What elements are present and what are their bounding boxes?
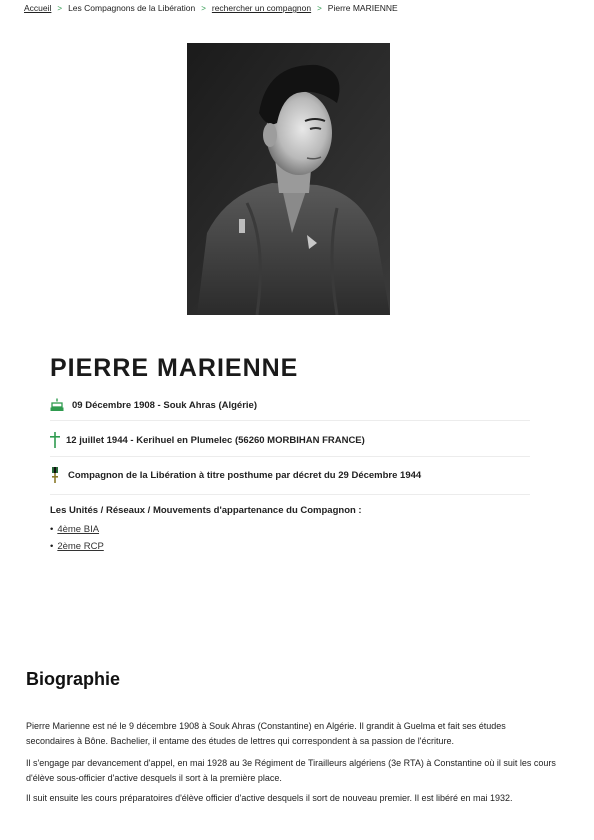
death-info — [50, 433, 365, 447]
breadcrumb-current: Pierre MARIENNE — [327, 3, 398, 13]
biography-paragraph: Il s'engage par devancement d'appel, en mai 1928 au 3e Régiment de Tirailleurs algériens (3e RTA) à Constantine où il suit les cours d'élève sous-officier d'active desquels il sort à la première place. — [26, 758, 556, 783]
birth-text: 09 Décembre 1908 - Souk Ahras (Algérie) — [72, 399, 257, 411]
bullet: • — [50, 524, 54, 535]
divider — [50, 420, 530, 421]
list-item — [50, 538, 104, 555]
breadcrumb-separator: > — [201, 3, 206, 13]
divider — [50, 494, 530, 495]
biography-paragraph: Pierre Marienne est né le 9 décembre 1908 à Souk Ahras (Constantine) en Algérie. Il grandit à Guelma et fait ses études secondaires à Bône. Bachelier, il entame des études de lettres qui correspondent à sa passion de l'écriture. — [26, 721, 506, 746]
cross-icon — [50, 433, 60, 447]
birthday-cake-icon — [50, 398, 64, 412]
units-list — [50, 521, 104, 555]
medal-icon — [50, 468, 60, 482]
birth-info — [50, 398, 257, 412]
units-title: Les Unités / Réseaux / Mouvements d'appartenance du Compagnon : — [50, 505, 362, 516]
bullet: • — [50, 541, 54, 552]
portrait-illustration — [187, 43, 390, 315]
page-title: PIERRE MARIENNE — [50, 354, 299, 382]
decoration-info — [50, 468, 421, 482]
breadcrumb-separator: > — [317, 3, 322, 13]
unit-link-4eme-bia[interactable]: 4ème BIA — [57, 524, 100, 535]
divider — [50, 456, 530, 457]
breadcrumb-home-link[interactable]: Accueil — [24, 3, 52, 13]
breadcrumb — [24, 3, 398, 13]
unit-link-2eme-rcp[interactable]: 2ème RCP — [57, 541, 104, 552]
biography-paragraph: Il suit ensuite les cours préparatoires d'élève officier d'active desquels il sort de nouveau premier. Il est libéré en mai 1932. — [26, 793, 513, 803]
breadcrumb-search-link[interactable]: rechercher un compagnon — [211, 3, 312, 13]
breadcrumb-section: Les Compagnons de la Libération — [68, 3, 196, 13]
decoration-text: Compagnon de la Libération à titre posthume par décret du 29 Décembre 1944 — [68, 469, 422, 481]
biography-title: Biographie — [26, 669, 121, 689]
death-text: 12 juillet 1944 - Kerihuel en Plumelec (56260 MORBIHAN FRANCE) — [66, 434, 365, 446]
portrait-photo — [187, 43, 390, 315]
list-item — [50, 521, 104, 538]
breadcrumb-separator: > — [57, 3, 63, 13]
